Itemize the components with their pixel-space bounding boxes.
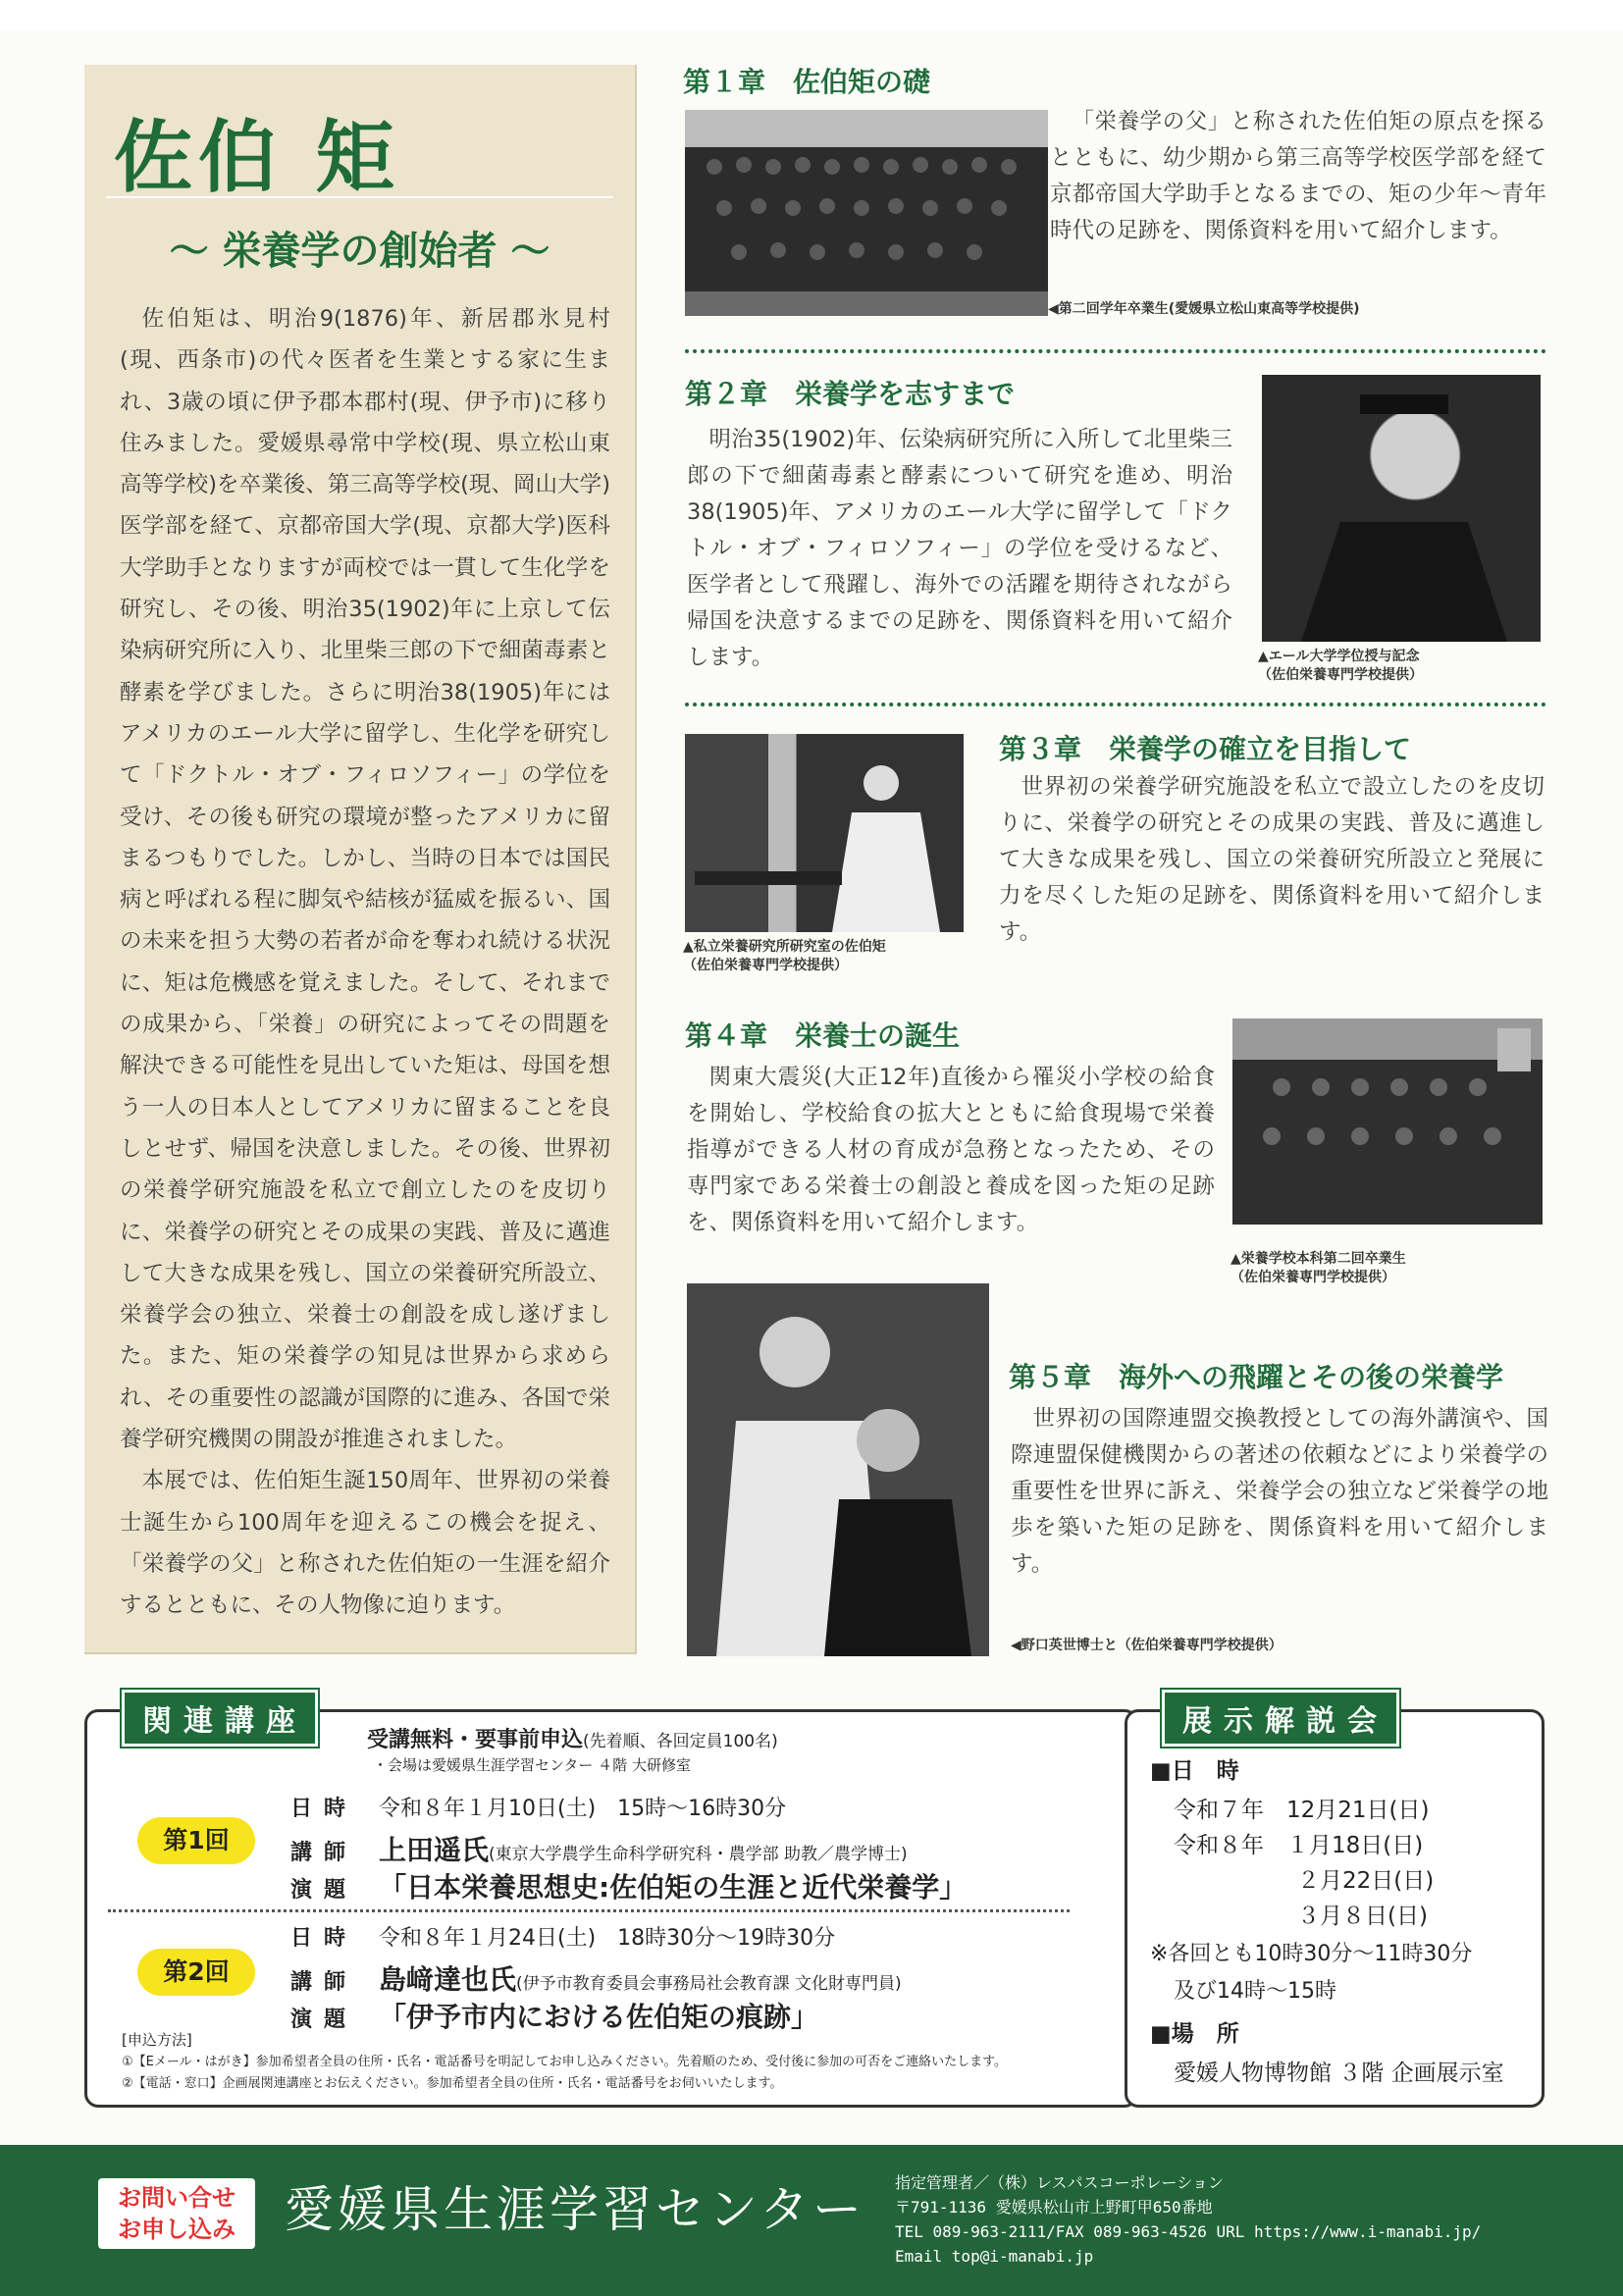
laboratory-image [685, 734, 964, 932]
group-photo-image [685, 110, 1048, 316]
chapter-1-body: 「栄養学の父」と称された佐伯矩の原点を探るとともに、幼少期から第三高等学校医学部を経て京都帝国大学助手となるまでの、矩の少年～青年時代の足跡を、関係資料を用いて紹介します。 [1050, 109, 1546, 243]
chapter-5-caption: ◀野口英世博士と（佐伯栄養専門学校提供） [1011, 1638, 1283, 1653]
bio-divider [106, 196, 613, 198]
bio-paragraph: 本展では、佐伯矩生誕150周年、世界初の栄養士誕生から100周年を迎えるこの機会を捉え、「栄養学の父」と称された佐伯矩の一生涯を紹介するとともに、その人物像に迫ります。 [120, 1468, 610, 1619]
tour-date: ３月８日(日) [1297, 1904, 1428, 1929]
chapter-1-caption: ◀第二回学年卒業生(愛媛県立松山東高等学校提供) [1048, 301, 1360, 317]
tour-date: 令和７年 12月21日(日) [1174, 1798, 1430, 1823]
chapter-4-photo [1232, 1018, 1543, 1225]
session-2-lecturer [290, 1958, 902, 1998]
bio-name: 佐伯 矩 [114, 111, 400, 203]
chapter-4-body: 関東大震災(大正12年)直後から罹災小学校の給食を開始し、学校給食の拡大とともに給食現場で栄養指導ができる人材の育成が急務となったため、その専門家である栄養士の創設と養成を図った矩の足跡を、関係資料を用いて紹介します。 [687, 1065, 1215, 1235]
center-info [895, 2170, 1481, 2269]
topic-value: 「伊予市内における佐伯矩の痕跡」 [379, 2001, 819, 2033]
tours-tag: 展示解説会 [1162, 1690, 1399, 1747]
bio-panel [84, 65, 637, 1654]
divider [685, 349, 1546, 353]
chapter-2-body: 明治35(1902)年、伝染病研究所に入所して北里柴三郎の下で細菌毒素と酵素について研究を進め、明治38(1905)年、アメリカのエール大学に留学して「ドクトル・オブ・フィロソフィー」の学位を受けるなど、医学者として飛躍し、海外での活躍を期待されながら帰国を決意するまでの足跡を、関係資料を用いて紹介します。 [687, 427, 1232, 670]
bio-paragraph: 佐伯矩は、明治9(1876)年、新居郡氷見村(現、西条市)の代々医者を生業とする家に生まれ、3歳の頃に伊予郡本郡村(現、伊予市)に移り住みました。愛媛県尋常中学校(現、県立松山東高等学校)を卒業後、第三高等学校(現、岡山大学)医学部を経て、京都帝国大学(現、京都大学)医科大学助手となりますが両校では一貫して生化学を研究し、その後、明治35(1902)年に上京して伝染病研究所に入り、北里柴三郎の下で細菌毒素と酵素を学びました。さらに明治38(1905)年にはアメリカのエール大学に留学し、生化学を研究して「ドクトル・オブ・フィロソフィー」の学位を受け、その後も研究の環境が整ったアメリカに留まるつもりでした。しかし、当時の日本では国民病と呼ばれる程に脚気や結核が猛威を振るい、国の未来を担う大勢の若者が命を奪われ続ける状況に、矩は危機感を覚えました。そして、それまでの成果から、「栄養」の研究によってその問題を解決できる可能性を見出していた矩は、母国を想う一人の日本人としてアメリカに留まることを良しとせず、帰国を決意しました。その後、世界初の栄養学研究施設を私立で創立したのを皮切りに、栄養学の研究とその成果の実践、普及に邁進して大きな成果を残し、国立の栄養研究所設立、栄養学会の独立、栄養士の創設を成し遂げました。また、矩の栄養学の知見は世界から求められ、その重要性の認識が国際的に進み、各国で栄養学研究機関の開設が推進されました。 [120, 306, 610, 1453]
chapter-5-photo [687, 1283, 989, 1656]
date-value: 令和８年１月24日(土) 18時30分～19時30分 [379, 1926, 836, 1951]
session-1-topic [290, 1866, 967, 1905]
apply-method-1: ①【Eメール・はがき】参加希望者全員の住所・氏名・電話番号を明記してお申し込みください。先着順のため、受付後に参加の可否をご連絡いたします。 [122, 2055, 1008, 2069]
chapter-2-caption: ▲エール大学学位授与記念 （佐伯栄養専門学校提供） [1258, 649, 1423, 683]
lectures-headline-text: 受講無料・要事前申込 [367, 1728, 584, 1752]
chapter-4-caption: ▲栄養学校本科第二回卒業生 （佐伯栄養専門学校提供） [1230, 1251, 1406, 1285]
tour-times-2: 及び14時～15時 [1174, 1979, 1336, 2004]
chapter-2-photo [1262, 375, 1541, 642]
bio-subtitle: ～ 栄養学の創始者 ～ [169, 228, 550, 274]
contact-line-1: お問い合せ [118, 2184, 236, 2212]
apply-method-2: ②【電話・窓口】企画展関連講座とお伝えください。参加希望者全員の住所・氏名・電話番号をお伺いいたします。 [122, 2076, 783, 2091]
noguchi-photo-image [687, 1283, 989, 1656]
divider [108, 1909, 1070, 1912]
chapter-3-body: 世界初の栄養学研究施設を私立で設立したのを皮切りに、栄養学の研究とその成果の実践、普及に邁進して大きな成果を残し、国立の栄養研究所設立と発展に力を尽くした矩の足跡を、関係資料を用いて紹介します。 [999, 774, 1544, 945]
center-name: 愛媛県生涯学習センター [285, 2181, 865, 2238]
contact-line-2: お申し込み [118, 2216, 236, 2243]
tour-date: ２月22日(日) [1297, 1868, 1435, 1894]
lecturer-key: 講師 [290, 1970, 358, 1995]
top-band [0, 0, 1623, 29]
portrait-image [1262, 375, 1541, 642]
tour-date: 令和８年 １月18日(日) [1174, 1833, 1424, 1858]
chapter-4-title: 第４章 栄養士の誕生 [685, 1019, 961, 1052]
contact-badge [98, 2178, 255, 2249]
date-key: 日時 [290, 1926, 358, 1951]
tours-where: 愛媛人物博物館 ３階 企画展示室 [1174, 2061, 1504, 2086]
tel-fax-url[interactable]: TEL 089-963-2111/FAX 089-963-4526 URL https://www.i-manabi.jp/ [895, 2222, 1482, 2241]
lecturer-key: 講師 [290, 1841, 358, 1865]
session-1-date [290, 1792, 786, 1822]
topic-key: 演題 [290, 2008, 358, 2032]
lectures-headline-note: (先着順、各回定員100名) [583, 1732, 778, 1751]
topic-key: 演題 [290, 1878, 358, 1903]
graduates-photo-image [1232, 1018, 1543, 1225]
apply-heading: [申込方法] [122, 2031, 192, 2049]
email[interactable]: Email top@i-manabi.jp [895, 2247, 1094, 2266]
date-key: 日時 [290, 1797, 358, 1821]
chapter-5-body: 世界初の国際連盟交換教授としての海外講演や、国際連盟保健機関からの著述の依頼などにより栄養学の重要性を世界に訴え、栄養学会の独立など栄養学の地歩を築いた矩の足跡を、関係資料を用いて紹介します。 [1011, 1406, 1548, 1577]
chapter-5-title: 第５章 海外への飛躍とその後の栄養学 [1009, 1361, 1504, 1393]
chapter-2-title: 第２章 栄養学を志すまで [685, 378, 1016, 410]
bio-text [120, 298, 610, 1627]
chapter-1-title: 第１章 佐伯矩の礎 [683, 66, 931, 98]
lectures-venue: ・会場は愛媛県生涯学習センター ４階 大研修室 [373, 1756, 691, 1774]
chapter-1-photo [685, 110, 1048, 316]
footer [0, 2145, 1623, 2296]
address: 〒791-1136 愛媛県松山市上野町甲650番地 [895, 2198, 1213, 2217]
lectures-headline [367, 1723, 778, 1753]
chapter-3-caption: ▲私立栄養研究所研究室の佐伯矩 （佐伯栄養専門学校提供） [683, 939, 886, 973]
topic-value: 「日本栄養思想史:佐伯矩の生涯と近代栄養学」 [379, 1871, 968, 1904]
lectures-tag: 関連講座 [122, 1690, 318, 1747]
manager: 指定管理者／（株）レスパスコーポレーション [895, 2173, 1224, 2192]
tours-where-heading: ■場 所 [1150, 2021, 1239, 2047]
tour-times: ※各回とも10時30分～11時30分 [1150, 1942, 1473, 1966]
chapter-3-title: 第３章 栄養学の確立を目指して [999, 733, 1412, 765]
lecturer-note: (伊予市教育委員会事務局社会教育課 文化財専門員) [516, 1974, 902, 1994]
session-2-label: 第2回 [137, 1949, 255, 1996]
session-1-label: 第1回 [137, 1817, 255, 1864]
lecturer-name: 上田遥氏 [379, 1834, 490, 1866]
date-value: 令和８年１月10日(土) 15時～16時30分 [379, 1797, 787, 1821]
session-2-date [290, 1921, 835, 1952]
chapter-3-photo [685, 734, 964, 932]
lecturer-note: (東京大学農学生命科学研究科・農学部 助教／農学博士) [489, 1845, 908, 1864]
session-1-lecturer [290, 1829, 908, 1868]
session-2-topic [290, 1996, 818, 2035]
lecturer-name: 島﨑達也氏 [379, 1963, 517, 1996]
tours-when-heading: ■日 時 [1150, 1758, 1239, 1784]
divider [685, 703, 1546, 706]
